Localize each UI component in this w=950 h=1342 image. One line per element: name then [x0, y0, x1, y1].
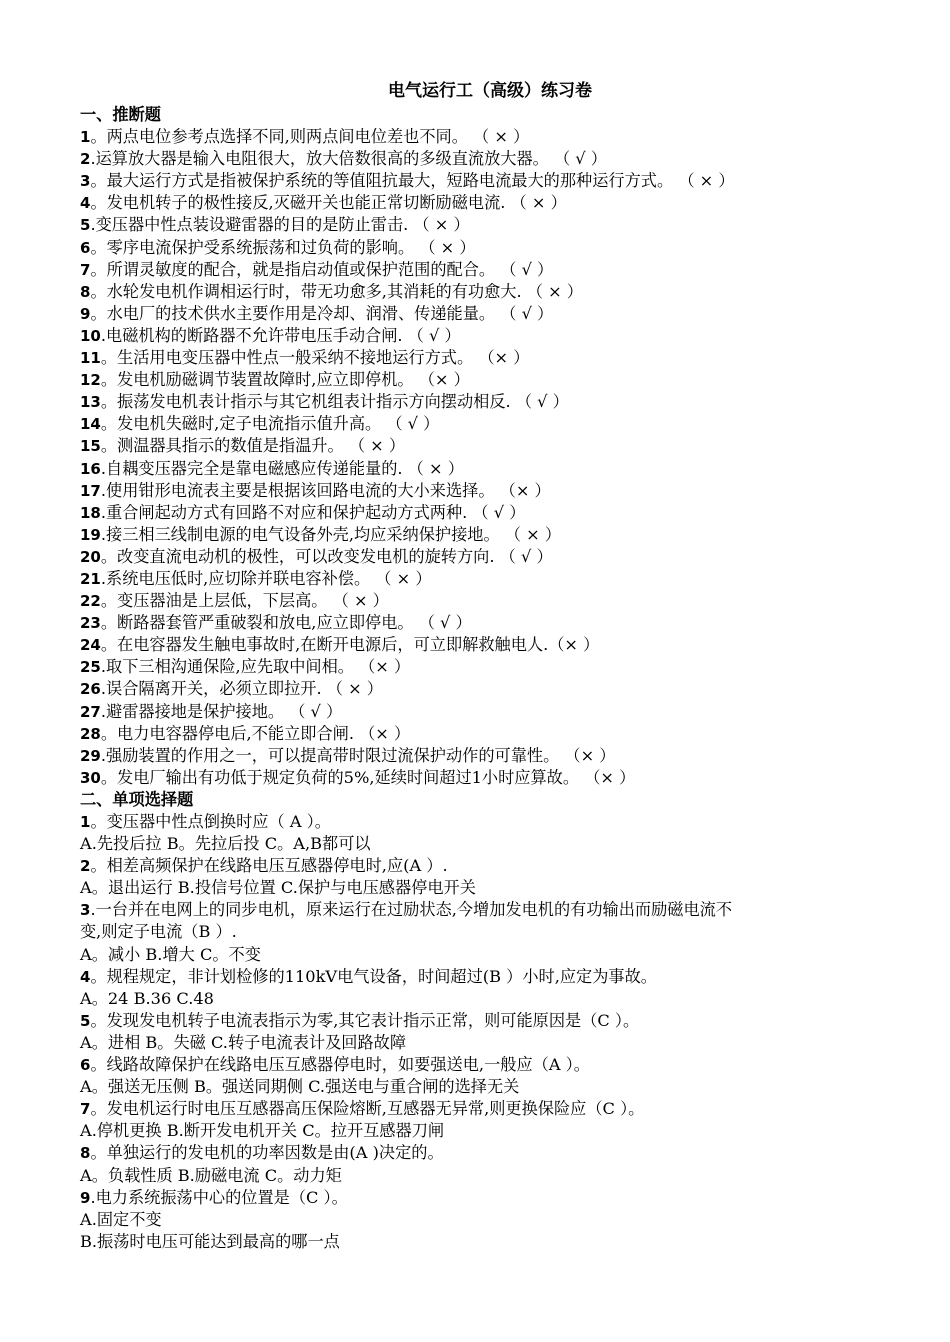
- question-text: 。发电机励磁调节装置故障时,应立即停机。 （× ）: [100, 370, 470, 390]
- question-number: 26: [80, 680, 101, 699]
- question-number: 12: [80, 371, 101, 390]
- question-line: [80, 1032, 880, 1054]
- question-number: 1: [80, 128, 91, 147]
- question-line: [80, 391, 880, 413]
- question-number: 8: [80, 282, 91, 301]
- question-text: A。进相 B。失磁 C.转子电流表计及回路故障: [80, 1032, 407, 1052]
- question-line: [80, 480, 880, 502]
- question-number: 2: [80, 150, 91, 169]
- question-number: 24: [80, 636, 101, 655]
- question-number: 3: [80, 901, 91, 920]
- question-line: [80, 944, 880, 966]
- question-number: 7: [80, 260, 91, 279]
- question-line: [80, 369, 880, 391]
- question-number: 20: [80, 547, 101, 566]
- page-title: 电气运行工（高级）练习卷: [388, 81, 592, 101]
- question-line: [80, 833, 880, 855]
- question-text: 。变压器油是上层低，下层高。 （ × ）: [100, 591, 389, 611]
- question-number: 6: [80, 1056, 91, 1075]
- question-text: A。减小 B.增大 C。不变: [80, 944, 261, 964]
- question-number: 4: [80, 967, 91, 986]
- question-text: 。两点电位参考点选择不同,则两点间电位差也不同。 （ × ）: [90, 127, 530, 147]
- question-number: 7: [80, 1100, 91, 1119]
- question-line: [80, 192, 880, 214]
- question-text: .误合隔离开关，必须立即拉开. （ × ）: [100, 679, 383, 699]
- question-number: 13: [80, 393, 101, 412]
- question-text: 。相差高频保护在线路电压互感器停电时,应(A ）.: [90, 856, 448, 876]
- question-line: [80, 634, 880, 656]
- question-number: 14: [80, 415, 101, 434]
- question-number: 6: [80, 238, 91, 257]
- question-line: [80, 347, 880, 369]
- question-number: 11: [80, 349, 101, 368]
- question-number: 25: [80, 658, 101, 677]
- question-text: .一台并在电网上的同步电机，原来运行在过励状态,今增加发电机的有功输出而励磁电流不: [90, 900, 733, 920]
- question-line: [80, 435, 880, 457]
- document-page: [80, 78, 880, 1253]
- section-heading: 二、单项选择题: [80, 789, 194, 809]
- question-text: 。断路器套管严重破裂和放电,应立即停电。 （ √ ）: [100, 613, 472, 633]
- question-line: [80, 899, 880, 921]
- question-text: 。发电机失磁时,定子电流指示值升高。 （ √ ）: [100, 414, 440, 434]
- question-line: [80, 590, 880, 612]
- question-text: A。24 B.36 C.48: [80, 988, 214, 1008]
- question-number: 8: [80, 1144, 91, 1163]
- question-number: 22: [80, 592, 101, 611]
- question-number: 18: [80, 503, 101, 522]
- question-text: .取下三相沟通保险,应先取中间相。 （× ）: [100, 657, 411, 677]
- question-line: [80, 524, 880, 546]
- question-line: [80, 126, 880, 148]
- question-number: 2: [80, 857, 91, 876]
- question-line: [80, 546, 880, 568]
- question-text: 。发电厂输出有功低于规定负荷的5%,延续时间超过1小时应算故。 （× ）: [100, 767, 636, 787]
- question-text: A.固定不变: [80, 1209, 162, 1229]
- question-number: 21: [80, 569, 101, 588]
- question-number: 19: [80, 525, 101, 544]
- question-line: [80, 237, 880, 259]
- question-number: 5: [80, 216, 91, 235]
- question-line: [80, 502, 880, 524]
- question-number: 17: [80, 481, 101, 500]
- question-number: 29: [80, 746, 101, 765]
- question-number: 3: [80, 172, 91, 191]
- question-text: 。水轮发电机作调相运行时，带无功愈多,其消耗的有功愈大. （ × ）: [90, 281, 583, 301]
- question-text: .自耦变压器完全是靠电磁感应传递能量的. （ × ）: [100, 458, 464, 478]
- question-line: [80, 855, 880, 877]
- question-line: [80, 1120, 880, 1142]
- question-text: 。零序电流保护受系统振荡和过负荷的影响。 （ × ）: [90, 237, 476, 257]
- question-text: A。退出运行 B.投信号位置 C.保护与电压感器停电开关: [80, 878, 476, 898]
- question-text: 。单独运行的发电机的功率因数是由(A )决定的。: [90, 1143, 444, 1163]
- question-number: 5: [80, 1011, 91, 1030]
- question-number: 30: [80, 768, 101, 787]
- question-text: 。振荡发电机表计指示与其它机组表计指示方向摆动相反. （ √ ）: [100, 392, 569, 412]
- question-number: 28: [80, 724, 101, 743]
- question-text: 。最大运行方式是指被保护系统的等值阻抗最大，短路电流最大的那种运行方式。 （ × ）: [90, 171, 735, 191]
- question-text: 。水电厂的技术供水主要作用是冷却、润滑、传递能量。 （ √ ）: [90, 303, 554, 323]
- question-text: .运算放大器是输入电阻很大，放大倍数很高的多级直流放大器。 （ √ ）: [90, 149, 607, 169]
- question-line: [80, 767, 880, 789]
- question-line: [80, 1231, 880, 1253]
- question-text: .使用钳形电流表主要是根据该回路电流的大小来选择。 （× ）: [100, 480, 551, 500]
- question-text: .重合闸起动方式有回路不对应和保护起动方式两种. （ √ ）: [100, 502, 526, 522]
- question-line: [80, 723, 880, 745]
- question-line: [80, 1054, 880, 1076]
- question-number: 10: [80, 326, 101, 345]
- question-text: 。发电机运行时电压互感器高压保险熔断,互感器无异常,则更换保险应（C ）。: [90, 1099, 645, 1119]
- question-line: [80, 259, 880, 281]
- question-text: 。线路故障保护在线路电压互感器停电时，如要强送电,一般应（A ）。: [90, 1055, 590, 1075]
- question-line: [80, 1209, 880, 1231]
- question-line: [80, 303, 880, 325]
- question-line: [80, 281, 880, 303]
- question-line: [80, 325, 880, 347]
- question-line: [80, 1187, 880, 1209]
- question-line: [80, 148, 880, 170]
- question-text: .电力系统振荡中心的位置是（C ）。: [90, 1187, 348, 1207]
- question-number: 9: [80, 1188, 91, 1207]
- question-text: .强励装置的作用之一，可以提高带时限过流保护动作的可靠性。 （× ）: [100, 745, 616, 765]
- question-line: [80, 745, 880, 767]
- question-text: 。改变直流电动机的极性，可以改变发电机的旋转方向. （ √ ）: [100, 546, 553, 566]
- question-line: [80, 214, 880, 236]
- question-line: [80, 1098, 880, 1120]
- question-line: [80, 170, 880, 192]
- question-text: .电磁机构的断路器不允许带电压手动合闸. （ √ ）: [100, 325, 461, 345]
- question-text: .接三相三线制电源的电气设备外壳,均应采纳保护接地。 （ × ）: [100, 524, 562, 544]
- question-line: [80, 413, 880, 435]
- question-line: [80, 1142, 880, 1164]
- document-body: [80, 104, 880, 1253]
- question-number: 4: [80, 194, 91, 213]
- question-text: .系统电压低时,应切除并联电容补偿。 （ × ）: [100, 568, 432, 588]
- question-number: 16: [80, 459, 101, 478]
- question-text: A。负载性质 B.励磁电流 C。动力矩: [80, 1165, 342, 1185]
- question-text: A.停机更换 B.断开发电机开关 C。拉开互感器刀闸: [80, 1121, 445, 1141]
- question-line: [80, 656, 880, 678]
- question-text: 。发电机转子的极性接反,灭磁开关也能正常切断励磁电流. （ × ）: [90, 193, 567, 213]
- question-line: [80, 701, 880, 723]
- question-line: [80, 678, 880, 700]
- question-text: 。规程规定，非计划检修的110kV电气设备，时间超过(B ）小时,应定为事故。: [90, 966, 657, 986]
- question-line: [80, 966, 880, 988]
- question-text: .变压器中性点装设避雷器的目的是防止雷击. （ × ）: [90, 215, 470, 235]
- question-text: A。强送无压侧 B。强送同期侧 C.强送电与重合闸的选择无关: [80, 1077, 520, 1097]
- question-text: 。测温器具指示的数值是指温升。 （ × ）: [100, 436, 406, 456]
- question-line: [80, 612, 880, 634]
- question-text: 。所谓灵敏度的配合，就是指启动值或保护范围的配合。 （ √ ）: [90, 259, 554, 279]
- question-line: [80, 568, 880, 590]
- question-line: [80, 1010, 880, 1032]
- question-line: [80, 811, 880, 833]
- question-line: [80, 1076, 880, 1098]
- question-line: [80, 877, 880, 899]
- question-text: 。生活用电变压器中性点一般采纳不接地运行方式。 （× ）: [100, 348, 530, 368]
- question-line: [80, 1165, 880, 1187]
- question-text: 。发现发电机转子电流表指示为零,其它表计指示正常，则可能原因是（C ）。: [90, 1010, 640, 1030]
- question-number: 23: [80, 614, 101, 633]
- question-text: 变,则定子电流（B ）.: [80, 922, 237, 942]
- section-heading: 一、推断题: [80, 105, 161, 124]
- question-text: .避雷器接地是保护接地。 （ √ ）: [100, 701, 343, 721]
- question-text: A.先投后拉 B。先拉后投 C。A,B都可以: [80, 834, 371, 854]
- question-line: [80, 988, 880, 1010]
- question-line: [80, 458, 880, 480]
- question-text: 。变压器中性点倒换时应（ A ）。: [90, 812, 331, 831]
- question-text: 。电力电容器停电后,不能立即合闸. （× ）: [100, 723, 411, 743]
- question-text: B.振荡时电压可能达到最高的哪一点: [80, 1231, 340, 1251]
- question-text: 。在电容器发生触电事故时,在断开电源后，可立即解救触电人.（× ）: [100, 635, 600, 655]
- question-number: 9: [80, 304, 91, 323]
- question-number: 1: [80, 813, 91, 831]
- question-line: [80, 921, 880, 943]
- question-number: 15: [80, 437, 101, 456]
- question-number: 27: [80, 702, 101, 721]
